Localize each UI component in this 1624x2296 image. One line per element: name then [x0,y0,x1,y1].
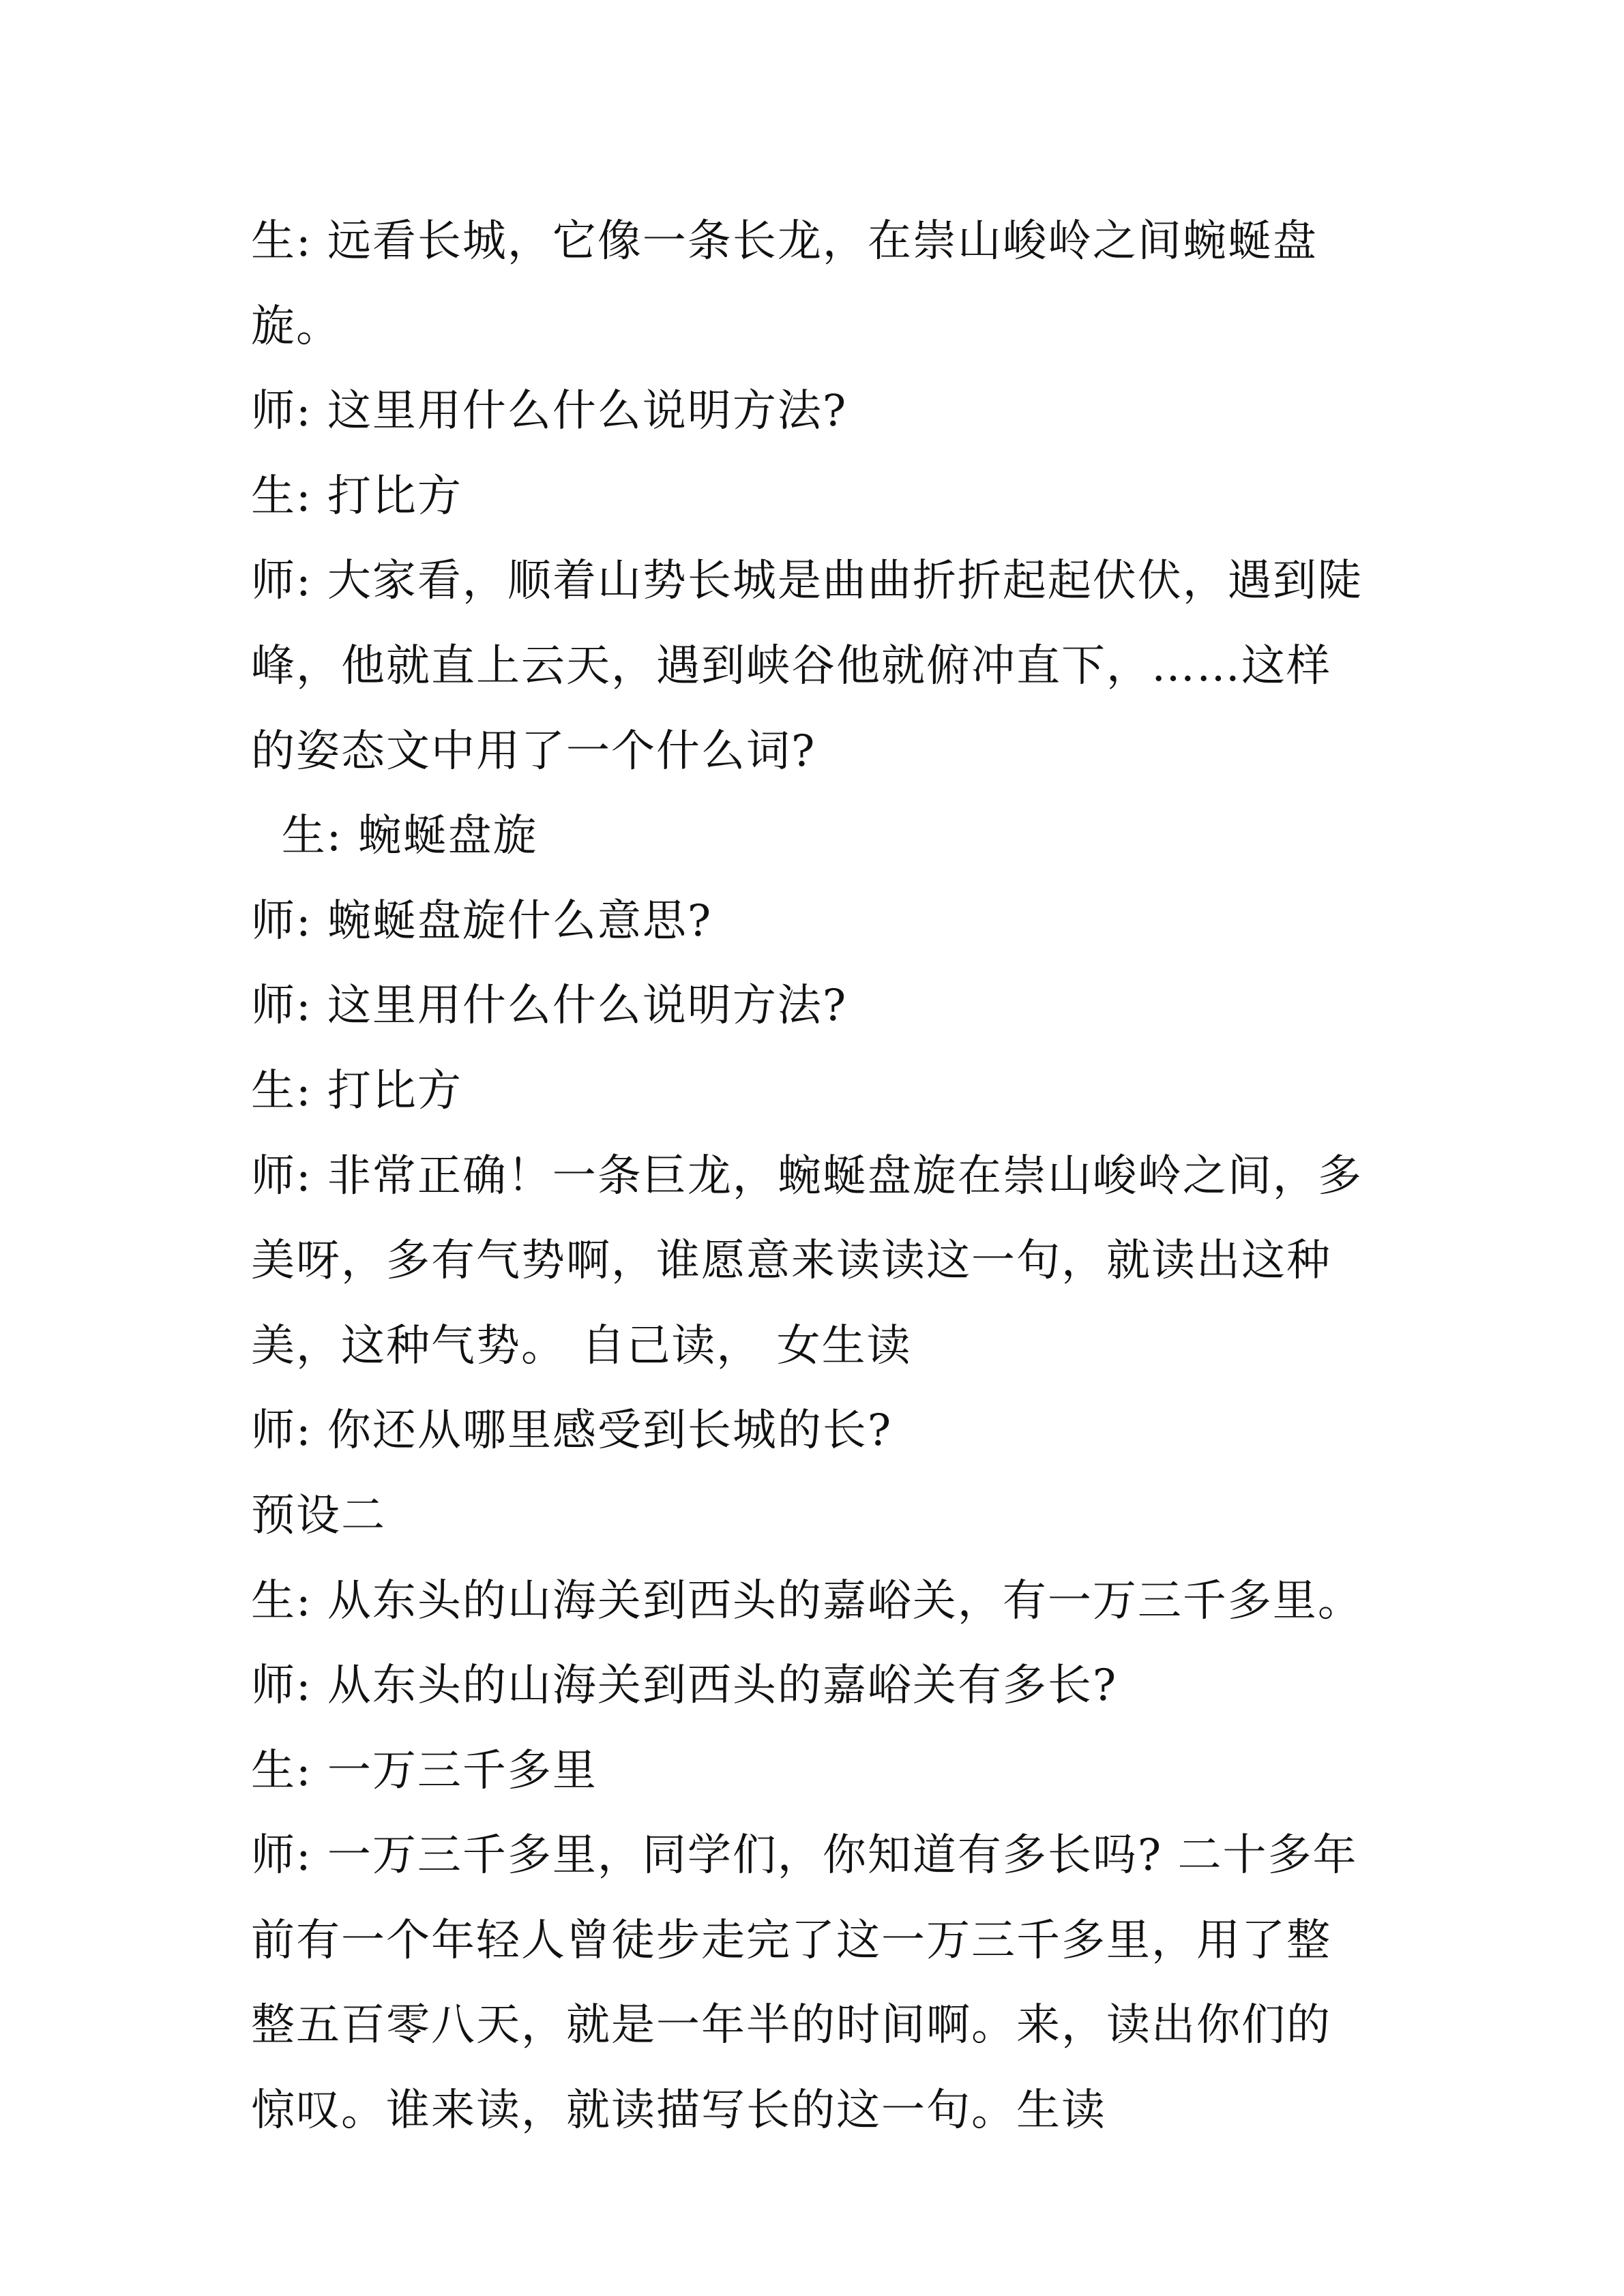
paragraph: 生: 打比方 [251,471,462,522]
paragraph: 师: 非常正确！一条巨龙，蜿蜒盘旋在崇山峻岭之间，多美呀，多有气势啊，谁愿意来读读这一句，就读出这种美，这种气势。 自己读， 女生读 [251,1150,1363,1371]
paragraph: 师: 这里用什么什么说明方法? [251,981,848,1032]
paragraph: 生: 一万三千多里 [251,1745,597,1796]
paragraph: 生: 从东头的山海关到西头的嘉峪关，有一万三千多里。 [251,1575,1363,1626]
paragraph: 预设二 [251,1490,386,1541]
paragraph: 师: 你还从哪里感受到长城的长? [251,1405,893,1457]
paragraph: 师: 大家看，顺着山势长城是曲曲折折起起伏伏，遇到陡峰，他就直上云天，遇到峡谷他就俯冲直下，……这样的姿态文中用了一个什么词? [251,556,1363,777]
paragraph: 师: 蜿蜒盘旋什么意思? [251,895,713,946]
paragraph: 师: 从东头的山海关到西头的嘉峪关有多长? [251,1660,1118,1712]
paragraph: 生: 远看长城，它像一条长龙，在崇山峻岭之间蜿蜒盘旋。 [251,216,1318,352]
paragraph: 师: 这里用什么什么说明方法? [251,386,848,437]
paragraph: 师: 一万三千多里，同学们，你知道有多长吗? 二十多年前有一个年轻人曾徒步走完了这一万三千多里，用了整整五百零八天，就是一年半的时间啊。来，读出你们的惊叹。谁来读，就读描写长的这一句。生读 [251,1830,1358,2136]
paragraph: 生: 打比方 [251,1065,462,1116]
paragraph: 生: 蜿蜒盘旋 [251,811,538,862]
document-body [251,199,1370,2153]
